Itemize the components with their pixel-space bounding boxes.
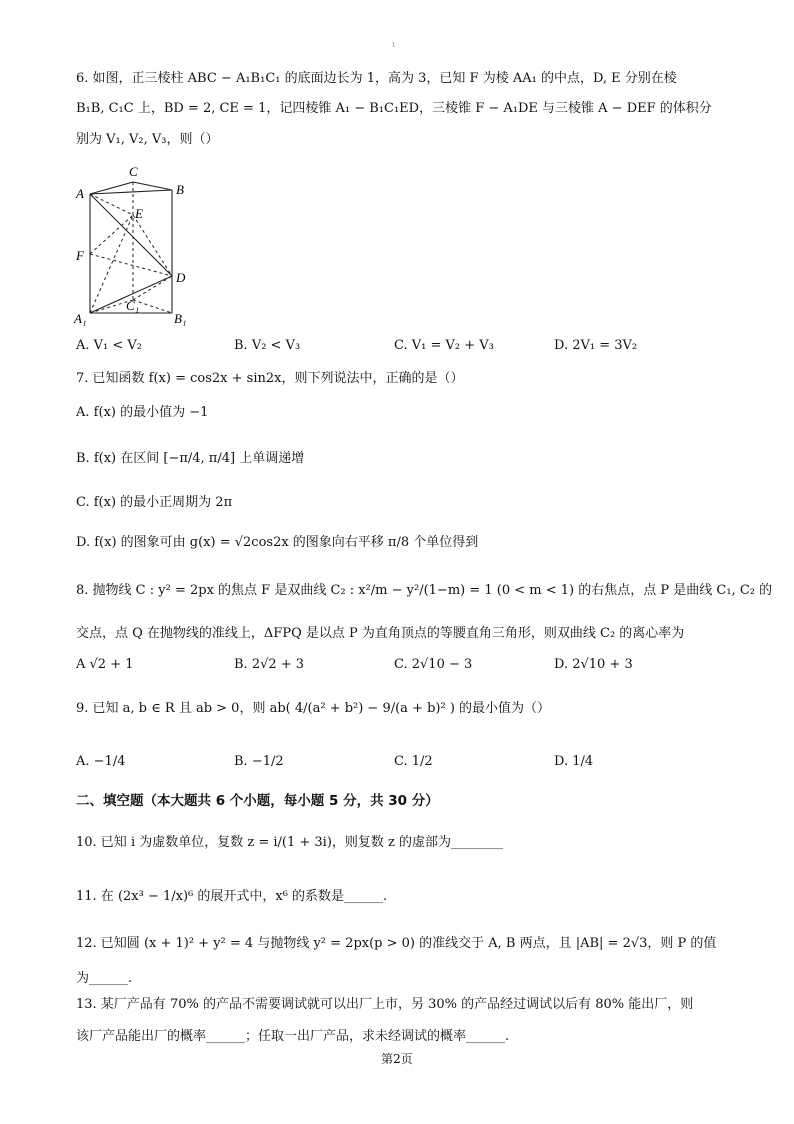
label-A: A	[76, 186, 84, 201]
q7-option-d: D. f(x) 的图象可由 g(x) = √2cos2x 的图象向右平移 π/8 个单位得到	[76, 535, 479, 550]
q8-option-b: B. 2√2 + 3	[234, 657, 305, 672]
q7-option-c: C. f(x) 的最小正周期为 2π	[76, 495, 233, 510]
q12-line2: 为______.	[76, 971, 133, 986]
q7-option-a: A. f(x) 的最小值为 −1	[76, 405, 209, 420]
q11: 11. 在 (2x³ − 1/x)⁶ 的展开式中，x⁶ 的系数是______.	[76, 889, 388, 904]
q12-line1: 12. 已知圆 (x + 1)² + y² = 4 与抛物线 y² = 2px(p > 0) 的准线交于 A, B 两点，且 |AB| = 2√3，则 P 的值	[76, 936, 717, 951]
q7-stem: 7. 已知函数 f(x) = cos2x + sin2x，则下列说法中，正确的是（）	[76, 371, 464, 386]
q13-line2: 该厂产品能出厂的概率______；任取一出厂产品，求未经调试的概率______.	[76, 1029, 510, 1044]
q6-line3: 别为 V₁, V₂, V₃，则（）	[76, 132, 219, 147]
q9-stem: 9. 已知 a, b ∈ R 且 ab > 0，则 ab( 4/(a² + b²) − 9/(a + b)² ) 的最小值为（）	[76, 701, 551, 716]
label-E: E	[135, 206, 143, 221]
q9-option-b: B. −1/2	[234, 754, 284, 769]
label-F: F	[76, 248, 84, 263]
q6-line1: 6. 如图，正三棱柱 ABC − A₁B₁C₁ 的底面边长为 1，高为 3，已知 F 为棱 AA₁ 的中点，D, E 分别在棱	[76, 71, 677, 86]
q8-line2: 交点，点 Q 在抛物线的准线上，ΔFPQ 是以点 P 为直角顶点的等腰直角三角形，则双曲线 C₂ 的离心率为	[76, 626, 685, 641]
q6-option-b: B. V₂ < V₃	[234, 338, 301, 353]
q8-option-d: D. 2√10 + 3	[554, 657, 633, 672]
q8-option-c: C. 2√10 − 3	[394, 657, 473, 672]
label-D: D	[176, 270, 186, 285]
top-mark: ι	[392, 40, 396, 49]
q8-option-a: A √2 + 1	[76, 657, 134, 672]
q9-option-d: D. 1/4	[554, 754, 594, 769]
section-fill-in-title: 二、填空题（本大题共 6 个小题，每小题 5 分，共 30 分）	[76, 793, 439, 809]
q6-option-d: D. 2V₁ = 3V₂	[554, 338, 638, 353]
q6-option-c: C. V₁ = V₂ + V₃	[394, 338, 494, 353]
q6-option-a: A. V₁ < V₂	[76, 338, 143, 353]
label-C: C	[129, 164, 138, 179]
label-B: B	[176, 182, 184, 197]
q10: 10. 已知 i 为虚数单位，复数 z = i/(1 + 3i)，则复数 z 的虚部为________	[76, 835, 504, 850]
q9-option-a: A. −1/4	[76, 754, 126, 769]
label-B1: B₁	[174, 311, 187, 326]
page-footer: 第2页	[381, 1052, 413, 1066]
q9-option-c: C. 1/2	[394, 754, 433, 769]
label-A1: A₁	[74, 311, 87, 326]
q6-line2: B₁B, C₁C 上，BD = 2, CE = 1，记四棱锥 A₁ − B₁C₁ED，三棱锥 F − A₁DE 与三棱锥 A − DEF 的体积分	[76, 101, 712, 116]
q7-option-b: B. f(x) 在区间 [−π/4, π/4] 上单调递增	[76, 451, 305, 466]
label-C1: C₁	[126, 298, 140, 313]
q6-prism-figure	[70, 160, 200, 330]
q8-line1: 8. 抛物线 C : y² = 2px 的焦点 F 是双曲线 C₂ : x²/m − y²/(1−m) = 1 (0 < m < 1) 的右焦点，点 P 是曲线 C₁, C₂ 的	[76, 583, 773, 598]
q13-line1: 13. 某厂产品有 70% 的产品不需要调试就可以出厂上市，另 30% 的产品经过调试以后有 80% 能出厂，则	[76, 997, 694, 1012]
